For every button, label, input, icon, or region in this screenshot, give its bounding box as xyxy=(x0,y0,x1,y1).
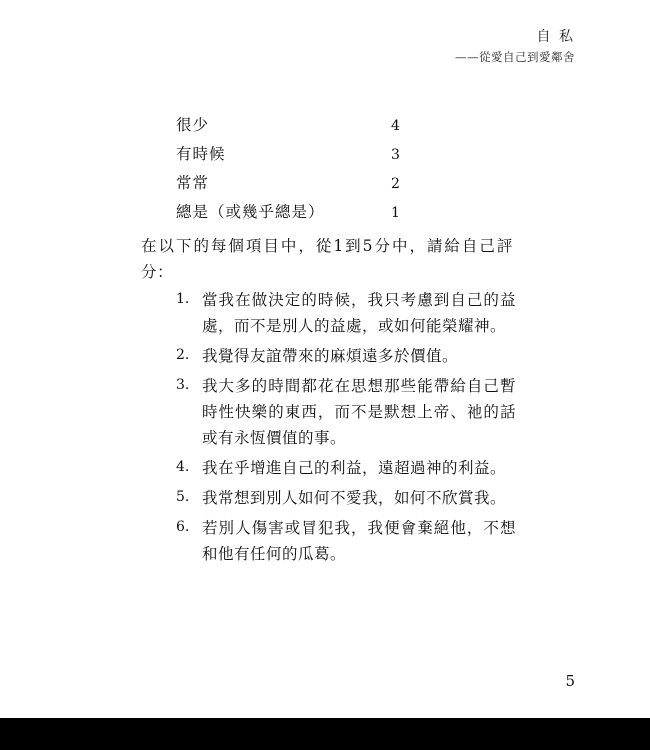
list-item xyxy=(176,515,516,567)
list-item-number: 3. xyxy=(176,377,190,394)
list-item-text: 我常想到別人如何不愛我，如何不欣賞我。 xyxy=(202,489,507,508)
page-header xyxy=(455,28,575,65)
list-item-number: 6. xyxy=(176,519,190,536)
list-item-text: 我大多的時間都花在思想那些能帶給自己暫時性快樂的東西，而不是默想上帝、祂的話或有永恆價值的事。 xyxy=(202,377,516,448)
scale-value: 3 xyxy=(391,147,400,163)
list-item-number: 1. xyxy=(176,291,190,307)
list-item-number: 2. xyxy=(176,347,190,364)
scale-label: 有時候 xyxy=(176,145,226,163)
list-item xyxy=(176,343,516,369)
list-item-number: 5. xyxy=(176,489,190,506)
rating-scale-table xyxy=(176,113,476,229)
scale-value: 4 xyxy=(391,118,400,134)
scale-label: 總是（或幾乎總是） xyxy=(176,203,325,221)
scale-label: 常常 xyxy=(176,174,210,192)
table-row xyxy=(176,113,476,142)
table-row xyxy=(176,171,476,200)
list-item xyxy=(176,287,516,339)
table-row xyxy=(176,200,476,229)
page-number: 5 xyxy=(565,672,575,690)
list-item xyxy=(176,373,516,451)
scale-value: 1 xyxy=(391,205,400,221)
list-item-text: 我覺得友誼帶來的麻煩遠多於價值。 xyxy=(202,347,459,366)
scale-value: 2 xyxy=(391,176,400,192)
table-row xyxy=(176,142,476,171)
list-item xyxy=(176,455,516,481)
list-item xyxy=(176,485,516,511)
list-item-text: 若別人傷害或冒犯我，我便會棄絕他，不想和他有任何的瓜葛。 xyxy=(202,519,516,564)
page-bottom-band xyxy=(0,718,650,750)
list-item-number: 4. xyxy=(176,459,190,476)
list-item-text: 當我在做決定的時候，我只考慮到自己的益處，而不是別人的益處，或如何能榮耀神。 xyxy=(202,291,516,336)
instruction-paragraph: 在以下的每個項目中，從1到5分中，請給自己評分： xyxy=(141,237,513,282)
header-subtitle: ——從愛自己到愛鄰舍 xyxy=(455,49,575,64)
questionnaire-list xyxy=(176,287,516,571)
header-title: 自 私 xyxy=(536,29,575,45)
scale-label: 很少 xyxy=(176,116,210,134)
list-item-text: 我在乎增進自己的利益，遠超過神的利益。 xyxy=(202,459,507,478)
